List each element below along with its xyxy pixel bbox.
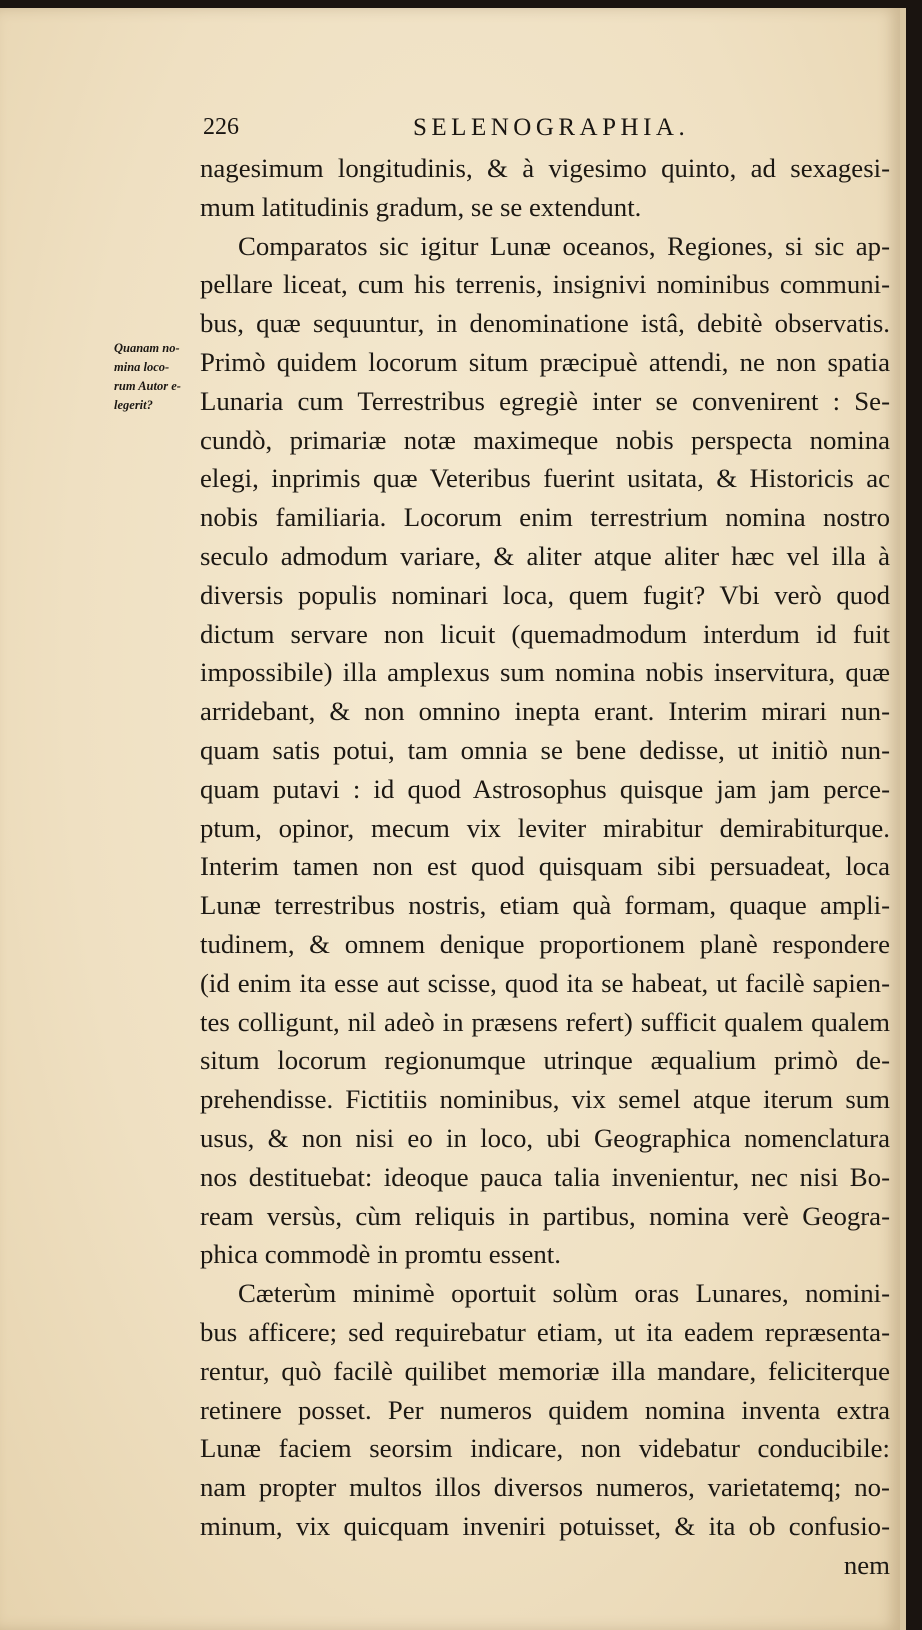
- text-line: bus afficere; sed requirebatur etiam, ut ita eadem repræsenta-: [200, 1316, 890, 1347]
- text-line: quam putavi : id quod Astrosophus quisque jam jam perce-: [200, 773, 890, 804]
- text-line: ream versùs, cùm reliquis in partibus, nomina verè Geogra-: [200, 1200, 890, 1231]
- text-line: retinere posset. Per numeros quidem nomina inventa extra: [200, 1394, 890, 1425]
- text-line: tudinem, & omnem denique proportionem planè respondere: [200, 928, 890, 959]
- margin-note-line: legerit?: [114, 398, 153, 412]
- text-line: impossibile) illa amplexus sum nomina nobis inservitura, quæ: [200, 657, 890, 688]
- text-line: dictum servare non licuit (quemadmodum interdum id fuit: [200, 618, 890, 649]
- text-line: Comparatos sic igitur Lunæ oceanos, Regiones, si sic ap-: [238, 230, 890, 261]
- text-line: cundò, primariæ notæ maximeque nobis perspecta nomina: [200, 424, 890, 455]
- text-line: Lunæ terrestribus nostris, etiam quà formam, quaque ampli-: [200, 890, 890, 921]
- text-line: situm locorum regionumque utrinque æqualium primò de-: [200, 1045, 890, 1076]
- text-line: rentur, quò facilè quilibet memoriæ illa mandare, feliciterque: [200, 1355, 890, 1386]
- text-line: Lunaria cum Terrestribus egregiè inter se convenirent : Se-: [200, 385, 890, 416]
- text-line: mum latitudinis gradum, se se extendunt.: [200, 191, 642, 222]
- text-line: Cæterùm minimè oportuit solùm oras Lunares, nomini-: [238, 1278, 890, 1309]
- catchword: nem: [843, 1549, 890, 1580]
- text-line: usus, & non nisi eo in loco, ubi Geographica nomenclatura: [200, 1122, 890, 1153]
- text-line: prehendisse. Fictitiis nominibus, vix semel atque iterum sum: [200, 1084, 890, 1115]
- text-line: nagesimum longitudinis, & à vigesimo quinto, ad sexagesi-: [200, 153, 890, 183]
- text-line: elegi, inprimis quæ Veteribus fuerint usitata, & Historicis ac: [200, 463, 890, 494]
- book-page: [0, 8, 906, 1630]
- margin-note: [114, 339, 192, 415]
- text-line: (id enim ita esse aut scisse, quod ita se habeat, ut facilè sapien-: [200, 967, 890, 998]
- page-number: 226: [203, 114, 239, 140]
- text-line: Lunæ faciem seorsim indicare, non videbatur conducibile:: [200, 1433, 890, 1464]
- text-line: quam satis potui, tam omnia se bene dedisse, ut initiò nun-: [200, 734, 890, 765]
- text-line: diversis populis nominari loca, quem fugit? Vbi verò quod: [200, 579, 890, 610]
- text-line: bus, quæ sequuntur, in denominatione istâ, debitè observatis.: [200, 308, 890, 339]
- text-line: Interim tamen non est quod quisquam sibi persuadeat, loca: [200, 851, 890, 882]
- text-line: ptum, opinor, mecum vix leviter mirabitur demirabiturque.: [200, 812, 890, 843]
- text-line: nobis familiaria. Locorum enim terrestrium nomina nostro: [200, 502, 890, 533]
- text-line: Primò quidem locorum situm præcipuè attendi, ne non spatia: [200, 346, 890, 377]
- text-line: seculo admodum variare, & aliter atque aliter hæc vel illa à: [200, 540, 890, 571]
- text-line: tes colligunt, nil adeò in præsens refert) sufficit qualem qualem: [200, 1006, 890, 1037]
- running-title: SELENOGRAPHIA.: [413, 114, 690, 141]
- margin-note-line: Quanam no-: [114, 341, 180, 355]
- margin-note-line: mina loco-: [114, 360, 170, 374]
- text-line: pellare liceat, cum his terrenis, insignivi nominibus communi-: [200, 269, 890, 300]
- body-text: [200, 149, 890, 1584]
- text-line: nos destituebat: ideoque pauca talia invenientur, nec nisi Bo-: [200, 1161, 890, 1192]
- margin-note-line: rum Autor e-: [114, 379, 181, 393]
- text-line: phica commodè in promtu essent.: [200, 1239, 561, 1270]
- text-line: minum, vix quicquam inveniri potuisset, & ita ob confusio-: [200, 1510, 890, 1541]
- text-line: nam propter multos illos diversos numeros, varietatemq; no-: [200, 1472, 890, 1503]
- text-line: arridebant, & non omnino inepta erant. Interim mirari nun-: [200, 696, 890, 727]
